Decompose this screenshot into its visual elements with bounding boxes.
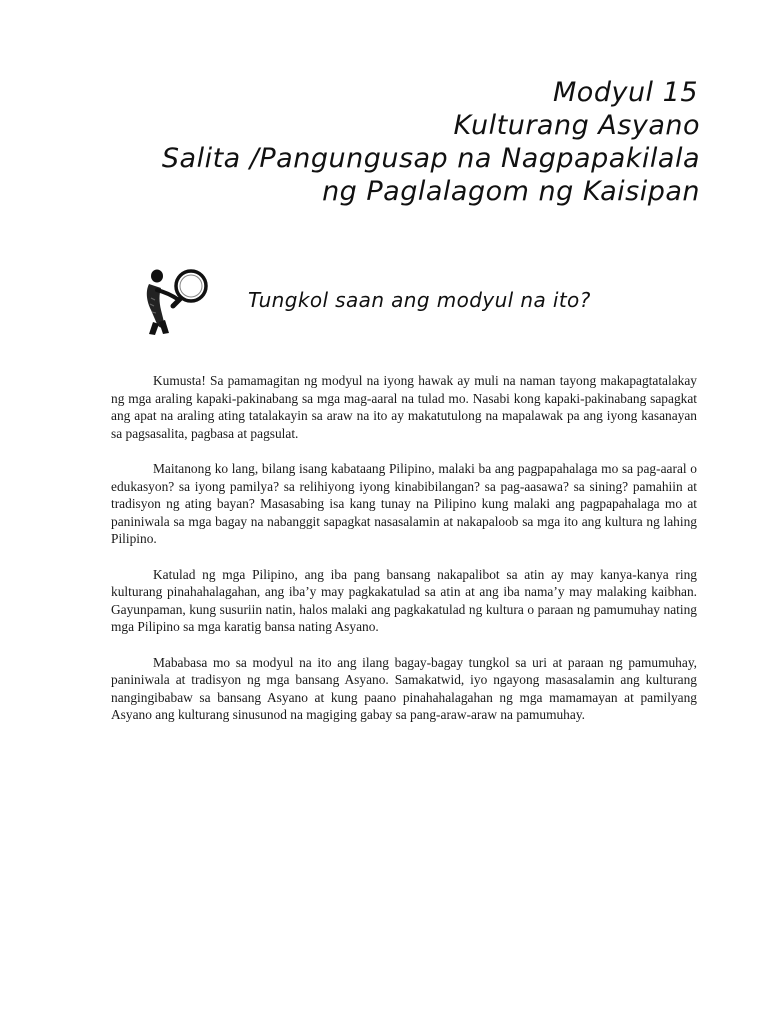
paragraph-questions: Maitanong ko lang, bilang isang kabataang Pilipino, malaki ba ang pagpapahalaga mo sa pag-aaral o edukasyon? sa iyong pamilya? sa relihiyong iyong kinabibilangan? sa pag-aasawa? sa sining? pamahiin at tradisyon ng ating bayan? Masasabing isa kang tunay na Pilipino kung malaki ang pagpapahalaga mo at paniniwala sa mga bagay na nabanggit sapagkat nasasalamin at nakapaloob sa mga ito ang kultura ng lahing Pilipino. <box>111 460 697 547</box>
paragraph-neighbors: Katulad ng mga Pilipino, ang iba pang bansang nakapalibot sa atin ay may kanya-kanya ring kulturang pinahahalagahan, ang iba’y may pagkakatulad sa atin at ang iba nama’y may malaking kaibhan. Gayunpaman, kung susuriin natin, halos malaki ang pagkakatulad ng kultura o paraan ng pamumuhay nating mga Pilipino sa mga karatig bansa nating Asyano. <box>111 566 697 635</box>
module-subtitle-line-2: ng Paglalagom ng Kaisipan <box>322 176 700 207</box>
body-text <box>111 372 697 741</box>
magnifying-glass-figure-icon <box>135 262 211 338</box>
module-topic: Kulturang Asyano <box>453 110 700 141</box>
module-title <box>100 76 700 208</box>
module-number: Modyul 15 <box>553 77 698 108</box>
paragraph-module-content: Mababasa mo sa modyul na ito ang ilang bagay-bagay tungkol sa uri at paraan ng pamumuhay, paniniwala at tradisyon ng mga bansang Asyano. Samakatwid, iyo ngayong masasalamin ang kulturang nangingibabaw sa bansang Asyano at kung paano pinahahalagahan ng mga mamamayan at pamilyang Asyano ang kulturang sinusunod na magiging gabay sa pang-araw-araw na pamumuhay. <box>111 654 697 723</box>
module-subtitle-line-1: Salita /Pangungusap na Nagpapakilala <box>161 143 700 174</box>
paragraph-intro: Kumusta! Sa pamamagitan ng modyul na iyong hawak ay muli na naman tayong makapagtatalakay ng mga araling kapaki-pakinabang sa mga mag-aaral na tulad mo. Nasabi kong kapaki-pakinabang sapagkat ang apat na araling ating tatalakayin sa araw na ito ay makatutulong na mapalawak pa ang iyong kasanayan sa pagsasalita, pagbasa at pagsulat. <box>111 373 697 441</box>
section-heading: Tungkol saan ang modyul na ito? <box>248 288 591 312</box>
